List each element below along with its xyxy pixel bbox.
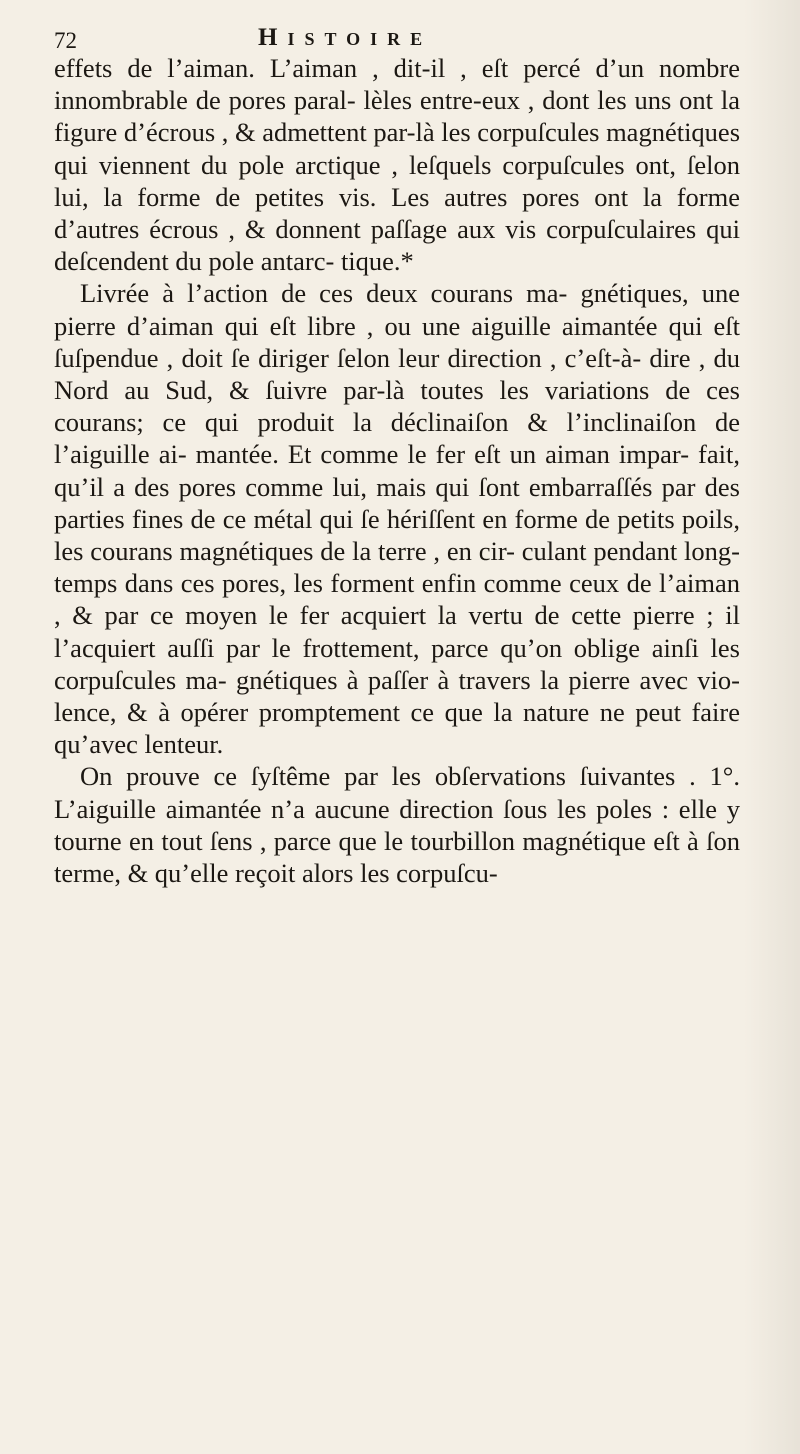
body-text xyxy=(54,52,740,889)
paragraph-3: On prouve ce ſyſtême par les obſervations ſuivantes . 1°. L’aiguille aimantée n’a aucune direction ſous les poles : elle y tourne en tout ſens , parce que le tourbillon magnétique eſt à ſon terme, & qu’elle reçoit alors les corpuſcu- xyxy=(54,761,740,889)
paragraph-2: Livrée à l’action de ces deux courans ma- gnétiques, une pierre d’aiman qui eſt libre , ou une aiguille aimantée qui eſt ſuſpendue , doit ſe diriger ſelon leur direction , c’eſt-à- dire , du Nord au Sud, & ſuivre par-là toutes les variations de ces courans; ce qui produit la déclinaiſon & l’inclinaiſon de l’aiguille ai- mantée. Et comme le fer eſt un aiman impar- fait, qu’il a des pores comme lui, mais qui ſont embarraſſés par des parties fines de ce métal qui ſe hériſſent en forme de petits poils, les courans magnétiques de la terre , en cir- culant pendant long-temps dans ces pores, les forment enfin comme ceux de l’aiman , & par ce moyen le fer acquiert la vertu de cette pierre ; il l’acquiert auſſi par le frottement, parce qu’on oblige ainſi les corpuſcules ma- gnétiques à paſſer à travers la pierre avec vio- lence, & à opérer promptement ce que la nature ne peut faire qu’avec lenteur. xyxy=(54,278,740,760)
paragraph-1: effets de l’aiman. L’aiman , dit-il , eſt percé d’un nombre innombrable de pores paral- lèles entre-eux , dont les uns ont la figure d’écrous , & admettent par-là les corpuſcules magnétiques qui viennent du pole arctique , leſquels corpuſcules ont, ſelon lui, la forme de petites vis. Les autres pores ont la forme d’autres écrous , & donnent paſſage aux vis corpuſculaires qui deſcendent du pole antarc- tique.* xyxy=(54,53,741,277)
page-number: 72 xyxy=(54,28,77,53)
running-title: Histoire xyxy=(258,24,433,51)
